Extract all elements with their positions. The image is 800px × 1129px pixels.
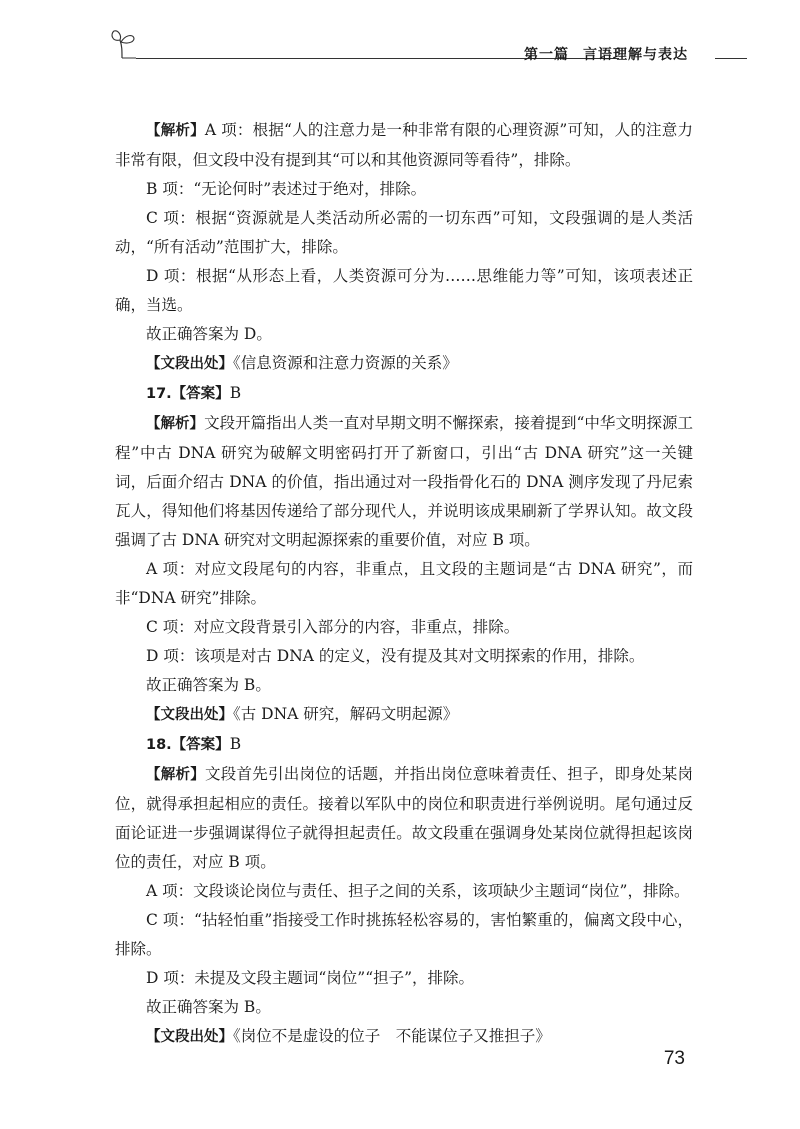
paragraph (115, 700, 693, 730)
paragraph-text: B (229, 384, 242, 402)
paragraph-text: D 项：未提及文段主题词“岗位”“担子”，排除。 (146, 969, 475, 987)
section-tag: 17.【答案】 (146, 386, 230, 402)
paragraph (115, 642, 693, 671)
paragraph (115, 877, 693, 906)
section-tag: 【解析】 (146, 123, 205, 139)
paragraph (115, 671, 693, 700)
paragraph-text: 故正确答案为 D。 (146, 325, 272, 343)
paragraph-text: 故正确答案为 B。 (146, 676, 271, 694)
paragraph (115, 204, 693, 262)
paragraph-text: D 项：根据“从形态上看，人类资源可分为……思维能力等”可知，该项表述正确，当选。 (115, 267, 693, 314)
section-tag: 【文段出处】 (146, 1029, 233, 1045)
paragraph-text: 《信息资源和注意力资源的关系》 (233, 354, 458, 372)
explanation-body (115, 116, 693, 1052)
header-part: 第一篇 (524, 47, 569, 63)
paragraph-text: 文段开篇指出人类一直对早期文明不懈探索，接着提到“中华文明探源工程”中古 DNA 研究为破解文明密码打开了新窗口，引出“古 DNA 研究”这一关键词，后面介绍古 DNA 的价值，指出通过对一段指骨化石的 DNA 测序发现了丹尼索瓦人，得知他们将基因传递给了部分现代人，并说明该成果刷新了学界认知。故文段强调了古 DNA 研究对文明起源探索的重要价值，对应 B 项。 (115, 414, 694, 549)
page-number: 73 (663, 1048, 685, 1069)
paragraph-text: C 项：对应文段背景引入部分的内容，非重点，排除。 (146, 618, 520, 636)
section-tag: 【解析】 (146, 767, 205, 783)
section-tag: 【文段出处】 (146, 356, 233, 372)
paragraph-text: 故正确答案为 B。 (146, 998, 271, 1016)
paragraph (115, 1022, 693, 1052)
paragraph (115, 320, 693, 349)
running-header (108, 28, 748, 68)
paragraph-text: 《古 DNA 研究，解码文明起源》 (233, 705, 459, 723)
paragraph (115, 760, 693, 877)
paragraph (115, 964, 693, 993)
section-tag: 【文段出处】 (146, 707, 233, 723)
paragraph (115, 409, 693, 555)
paragraph (115, 993, 693, 1022)
paragraph-text: A 项：文段谈论岗位与责任、担子之间的关系，该项缺少主题词“岗位”，排除。 (146, 882, 690, 900)
header-section-title: 言语理解与表达 (583, 47, 688, 63)
paragraph-text: A 项：对应文段尾句的内容，非重点，且文段的主题词是“古 DNA 研究”，而非“DNA 研究”排除。 (115, 560, 693, 607)
paragraph-text: 文段首先引出岗位的话题，并指出岗位意味着责任、担子，即身处某岗位，就得承担起相应的责任。接着以军队中的岗位和职责进行举例说明。尾句通过反面论证进一步强调谋得位子就得担起责任。故文段重在强调身处某岗位就得担起该岗位的责任，对应 B 项。 (115, 765, 693, 871)
paragraph-text: A 项：根据“人的注意力是一种非常有限的心理资源”可知，人的注意力非常有限，但文段中没有提到其“可以和其他资源同等看待”，排除。 (115, 121, 693, 169)
paragraph (115, 116, 693, 175)
section-tag: 18.【答案】 (146, 737, 230, 753)
paragraph (115, 379, 693, 409)
paragraph (115, 175, 693, 204)
header-rule-right (715, 58, 747, 59)
paragraph-text: 《岗位不是虚设的位子 不能谋位子又推担子》 (233, 1027, 551, 1045)
paragraph (115, 906, 693, 964)
paragraph (115, 262, 693, 320)
paragraph (115, 613, 693, 642)
paragraph-text: C 项：根据“资源就是人类活动所必需的一切东西”可知，文段强调的是人类活动，“所有活动”范围扩大，排除。 (115, 209, 693, 256)
paragraph (115, 555, 693, 613)
paragraph (115, 730, 693, 760)
section-tag: 【解析】 (146, 416, 205, 432)
paragraph-text: C 项：“拈轻怕重”指接受工作时挑拣轻松容易的，害怕繁重的，偏离文段中心，排除。 (115, 911, 693, 958)
paragraph-text: B 项：“无论何时”表述过于绝对，排除。 (146, 180, 427, 198)
paragraph (115, 349, 693, 379)
paragraph-text: B (229, 735, 242, 753)
header-title (524, 44, 714, 64)
paragraph-text: D 项：该项是对古 DNA 的定义，没有提及其对文明探索的作用，排除。 (146, 647, 645, 665)
